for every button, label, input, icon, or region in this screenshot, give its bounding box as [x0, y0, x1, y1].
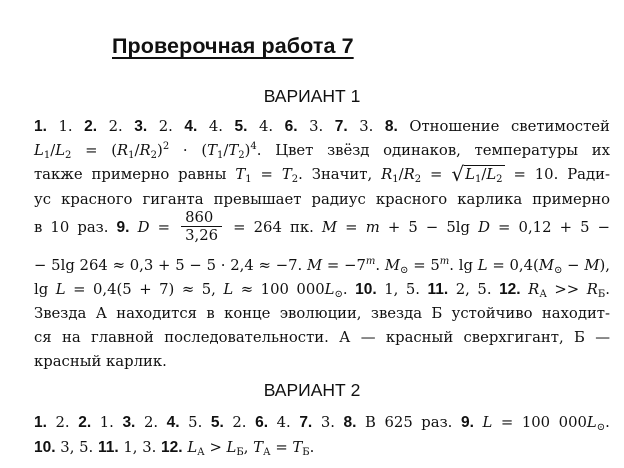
- v2-q4-number: 4.: [166, 414, 180, 431]
- variant-2-heading: ВАРИАНТ 2: [263, 380, 361, 400]
- v1-q9-numerator: 860: [181, 209, 222, 227]
- v1-line-7: [34, 278, 610, 302]
- v1-q5-number: 5.: [234, 118, 248, 135]
- v1-line-1: [34, 115, 610, 139]
- v2-q9-number: 9.: [460, 414, 474, 431]
- v1-q9-denominator: 3,26: [185, 226, 219, 244]
- v2-q4-answer: 5.: [188, 414, 203, 431]
- v1-q8-therefore: Значит,: [311, 166, 373, 183]
- v1-q12-number: 12.: [499, 281, 521, 298]
- v2-q6-answer: 4.: [276, 414, 291, 431]
- v2-q12-number: 12.: [161, 439, 183, 456]
- v2-q10-answer: 3, 5.: [60, 439, 94, 456]
- v1-q4-answer: 4.: [208, 118, 223, 135]
- v1-line-2: [34, 139, 610, 163]
- v1-q10-number: 10.: [355, 281, 377, 298]
- v2-q6-number: 6.: [255, 414, 269, 431]
- v1-q6-number: 6.: [284, 118, 298, 135]
- v2-q5-number: 5.: [210, 414, 224, 431]
- v2-q1-number: 1.: [34, 414, 47, 431]
- v1-q9-magnitude: M = m + 5 − 5lg D = 0,12 + 5 −: [321, 219, 610, 236]
- v2-q2-number: 2.: [78, 414, 92, 431]
- v1-q3-number: 3.: [134, 118, 148, 135]
- v1-q8-radius-start: Ради-: [567, 166, 610, 183]
- v1-q10-answer: 1, 5.: [384, 281, 420, 298]
- v1-q3-answer: 2.: [158, 118, 173, 135]
- v1-q8-radius-ratio: $R_1/R_2 = √L_1/L_2 = 10$.: [381, 162, 559, 186]
- v2-q2-answer: 1.: [99, 414, 114, 431]
- v2-q11-number: 11.: [97, 439, 119, 456]
- v1-q7-answer: 3.: [359, 118, 374, 135]
- v1-q11-number: 11.: [427, 281, 449, 298]
- v2-q12-answer: $L_А > L_Б$, $T_А = T_Б$.: [187, 439, 315, 458]
- v1-q9-luminosity: lg L = 0,4(5 + 7) ≈ 5, L ≈ 100 $000L_⊙$.: [34, 281, 348, 300]
- v1-q9-result: 264 пк.: [253, 219, 314, 236]
- v1-q8-number: 8.: [384, 118, 398, 135]
- v1-q6-answer: 3.: [309, 118, 324, 135]
- v2-q8-answer: В 625 раз.: [365, 414, 453, 431]
- v1-q11-answer: 2, 5.: [455, 281, 492, 298]
- v1-q8-radius-text: ус красного гиганта превышает радиус красного карлика примерно: [34, 191, 610, 208]
- v1-q8-times: в 10 раз.: [34, 219, 109, 236]
- v1-q9-fraction: [181, 209, 222, 244]
- v2-line-1: [34, 411, 610, 435]
- v2-q7-answer: 3.: [320, 414, 335, 431]
- v1-line-9: [34, 326, 610, 350]
- v1-q2-answer: 2.: [108, 118, 123, 135]
- v1-q7-number: 7.: [334, 118, 348, 135]
- v1-q12-text-3: красный карлик.: [34, 353, 167, 370]
- v1-q4-number: 4.: [184, 118, 198, 135]
- v1-q8-formula-ratio: $L_1/L_2 = (R_1/R_2)^2 \cdot (T_1/T_2)^4$.: [34, 141, 262, 161]
- v1-q1-answer: 1.: [58, 118, 73, 135]
- v2-line-2: [34, 436, 610, 460]
- v1-q9-calc: − 5lg 264 ≈ 0,3 + 5 − 5 · 2,4 ≈ −7. $M = -7^m$. $M_⊙ = 5^m$. $\lg L = 0,4(M_⊙ - M)$,: [34, 256, 610, 276]
- v2-q7-number: 7.: [299, 414, 313, 431]
- v1-q9-formula: D = $\frac{860}{3,26}$ = 264 пк.: [137, 208, 314, 244]
- v1-line-6: [34, 254, 610, 278]
- v2-q3-number: 3.: [122, 414, 136, 431]
- v2-q3-answer: 2.: [143, 414, 159, 431]
- v2-q5-answer: 2.: [232, 414, 247, 431]
- v1-q12-text-1: Звезда А находится в конце эволюции, звезда Б устойчиво находит-: [34, 305, 610, 322]
- page-title: Проверочная работа 7: [112, 34, 354, 58]
- v1-q8-text: Отношение светимостей: [409, 118, 610, 135]
- v1-q12-radius-compare: $R_А >> R_Б$.: [528, 281, 610, 300]
- v1-line-8: [34, 302, 610, 326]
- v1-q2-number: 2.: [84, 118, 98, 135]
- v2-q9-answer: L = 100 $000L_⊙$.: [482, 414, 610, 433]
- variant-1-heading: ВАРИАНТ 1: [263, 86, 361, 106]
- v1-q8-also: также примерно равны: [34, 166, 227, 183]
- v1-q8-temp-equal: $T_1 = T_2$.: [235, 166, 303, 185]
- v1-q8-colors: Цвет звёзд одинаков, температуры их: [275, 142, 610, 159]
- v1-q5-answer: 4.: [258, 118, 274, 135]
- v1-q1-number: 1.: [34, 118, 47, 135]
- v2-q11-answer: 1, 3.: [123, 439, 157, 456]
- v2-q8-number: 8.: [343, 414, 357, 431]
- v1-line-3: [34, 163, 610, 187]
- v2-q1-answer: 2.: [55, 414, 70, 431]
- v1-line-10: [34, 350, 610, 374]
- v1-q12-text-2: ся на главной последовательности. А — красный сверхгигант, Б —: [34, 329, 610, 346]
- v2-q10-number: 10.: [34, 439, 56, 456]
- v1-line-5: [34, 206, 610, 250]
- v1-q9-number: 9.: [116, 219, 130, 236]
